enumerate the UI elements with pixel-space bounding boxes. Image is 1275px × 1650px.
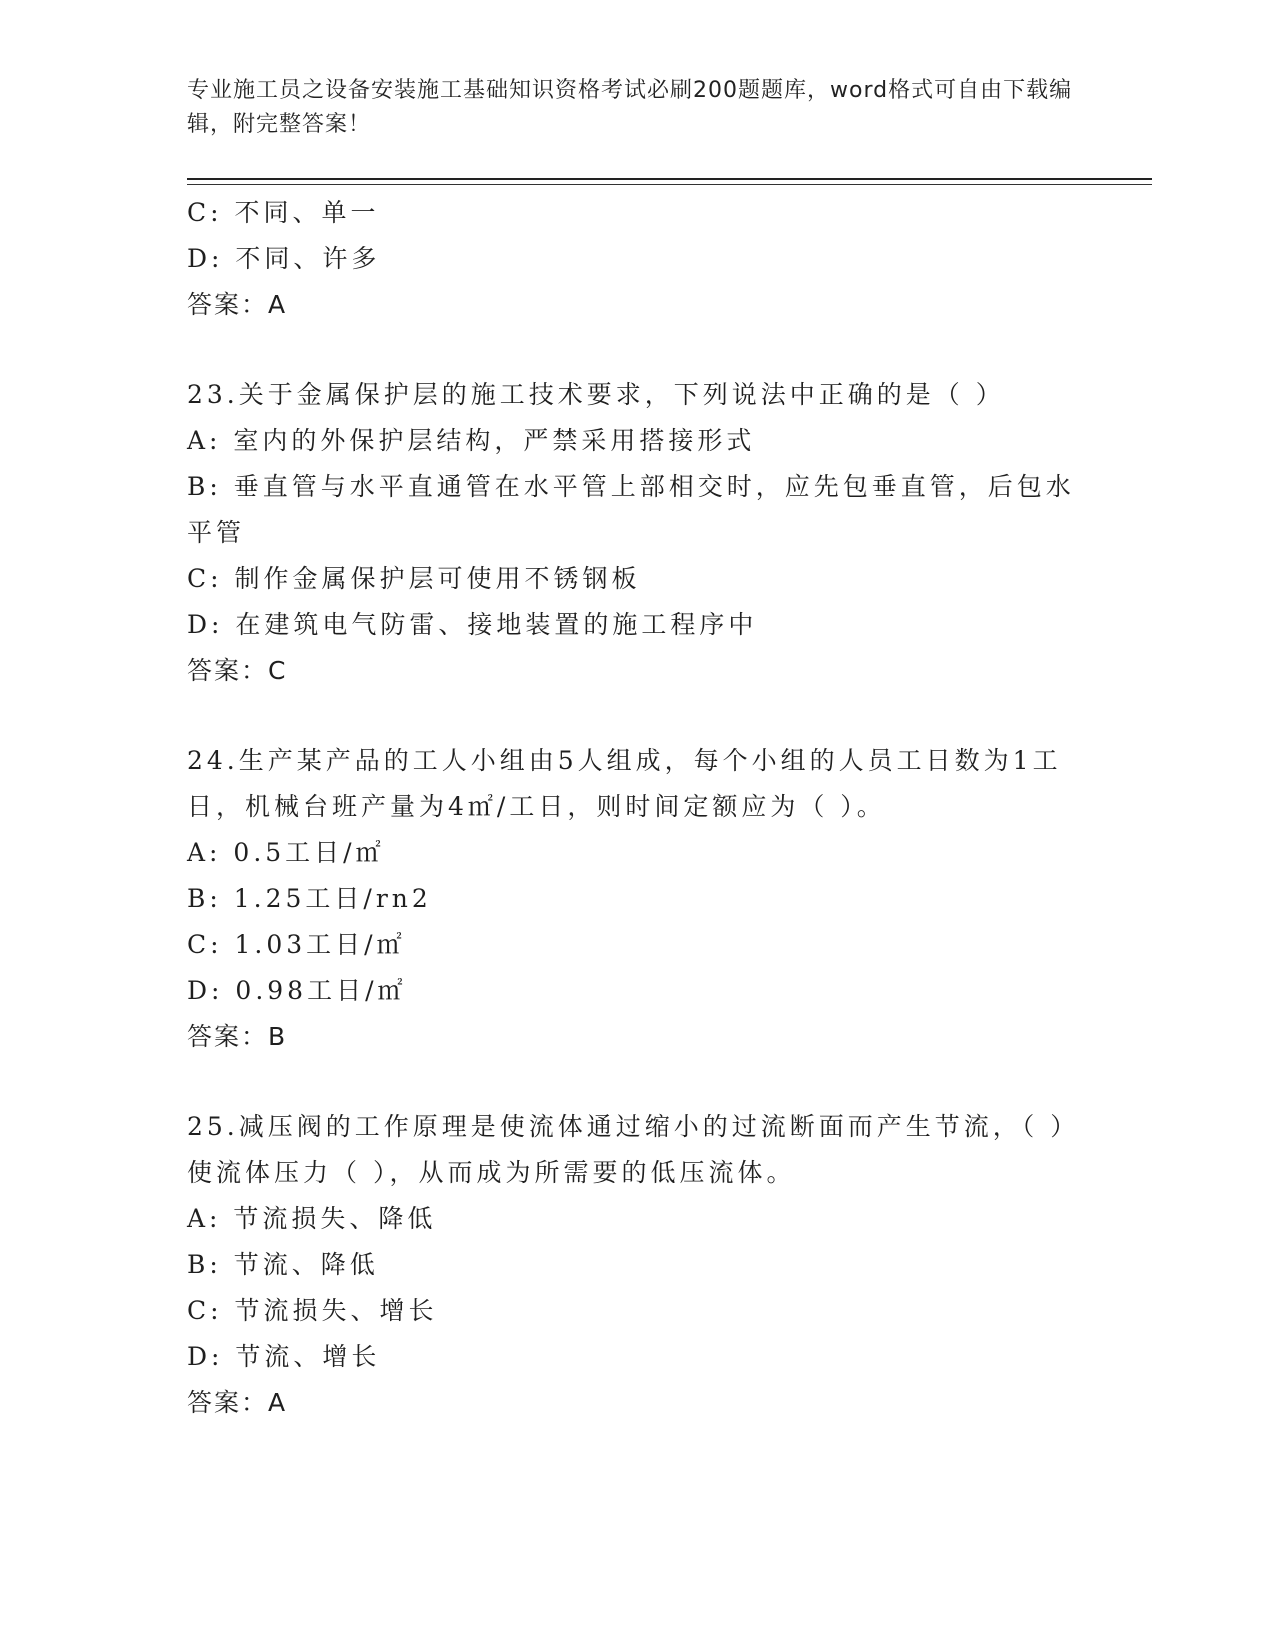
header-rule-thick	[187, 178, 1152, 180]
option-b: B: 垂直管与水平直通管在水平管上部相交时，应先包垂直管，后包水平管	[187, 472, 1075, 547]
option-b: B: 节流、降低	[187, 1250, 379, 1279]
document-header: 专业施工员之设备安装施工基础知识资格考试必刷200题题库，word格式可自由下载编辑，附完整答案！	[187, 78, 1073, 137]
option-d: D: 节流、增长	[187, 1342, 381, 1371]
option-a: A: 节流损失、降低	[187, 1204, 437, 1233]
option-c: C: 节流损失、增长	[187, 1296, 438, 1325]
document-body	[187, 190, 1077, 1426]
question-block-24	[187, 738, 1077, 1060]
option-d: D: 不同、许多	[187, 244, 381, 273]
question-stem: 24.生产某产品的工人小组由5人组成，每个小组的人员工日数为1工日，机械台班产量为4㎡/工日，则时间定额应为（ ）。	[187, 746, 1062, 821]
answer-line: 答案：C	[187, 656, 288, 685]
question-block-prev	[187, 190, 1077, 328]
option-c: C: 1.03工日/㎡	[187, 930, 406, 959]
option-a: A: 室内的外保护层结构，严禁采用搭接形式	[187, 426, 756, 455]
option-a: A: 0.5工日/㎡	[187, 838, 385, 867]
answer-line: 答案：A	[187, 1388, 288, 1417]
header-rule-thin	[187, 184, 1152, 185]
option-d: D: 0.98工日/㎡	[187, 976, 407, 1005]
answer-line: 答案：B	[187, 1022, 288, 1051]
question-block-25	[187, 1104, 1077, 1426]
question-stem: 25.减压阀的工作原理是使流体通过缩小的过流断面而产生节流，（ ）使流体压力（ ），从而成为所需要的低压流体。	[187, 1112, 1067, 1187]
option-d: D: 在建筑电气防雷、接地装置的施工程序中	[187, 610, 758, 639]
option-b: B: 1.25工日/rn2	[187, 884, 432, 913]
option-c: C: 制作金属保护层可使用不锈钢板	[187, 564, 641, 593]
option-c: C: 不同、单一	[187, 198, 380, 227]
question-stem: 23.关于金属保护层的施工技术要求，下列说法中正确的是（ ）	[187, 380, 1005, 409]
question-block-23	[187, 372, 1077, 694]
answer-line: 答案：A	[187, 290, 288, 319]
